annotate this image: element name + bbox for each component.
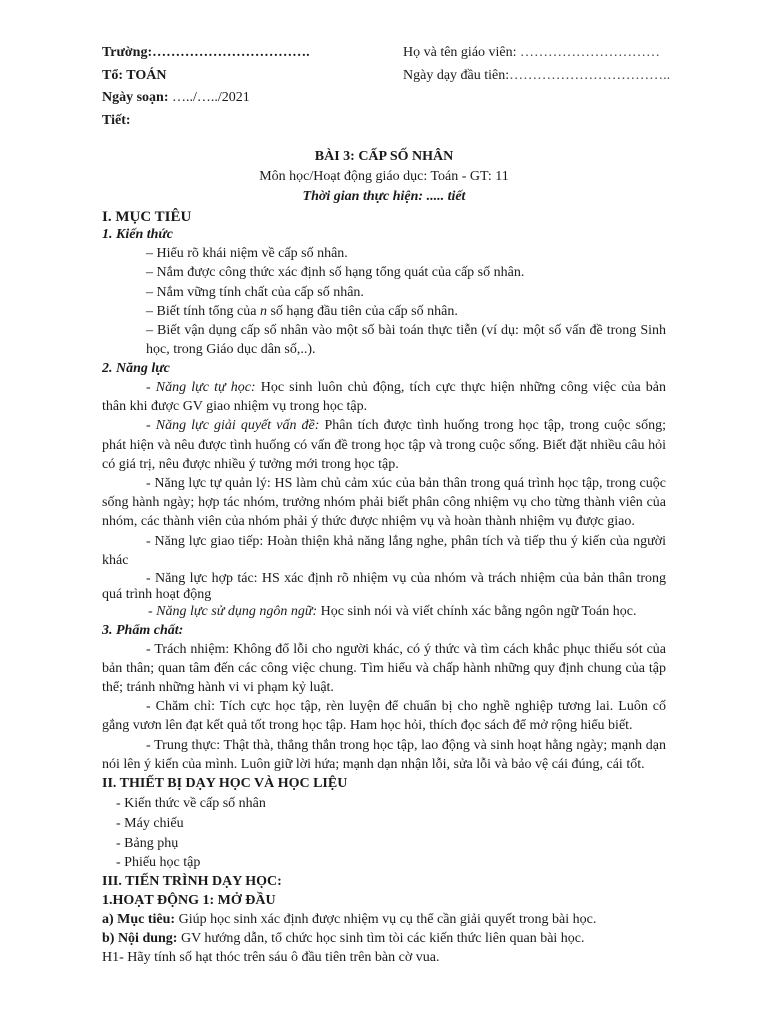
goal-text: Giúp học sinh xác định được nhiệm vụ cụ thể cần giải quyết trong bài học. [175, 912, 597, 927]
knowledge-item-4-b: số hạng đầu tiên của cấp số nhân. [266, 304, 458, 319]
knowledge-item-4-n: n [259, 304, 267, 319]
ability-2-line-3: có giá trị, nêu được nhiều ý tưởng mới trong học tập. [102, 457, 399, 472]
quality-2-line-2: gắng vươn lên đạt kết quả tốt trong học tập. Ham học hỏi, thích đọc sách để mở rộng hiểu biết. [102, 718, 633, 733]
ability-1-line-2: thân khi được GV giao nhiệm vụ trong học tập. [102, 399, 368, 414]
period-label: Tiết: [102, 113, 131, 128]
ability-2-line-2: phát hiện và nêu được tình huống có vấn đề trong học tập và trong cuộc sống. Biết đặt nhiều câu hỏi [102, 438, 666, 453]
school-label: Trường: [102, 45, 153, 60]
ability-2-label: - Năng lực giải quyết vấn đề: [146, 418, 320, 433]
knowledge-item-4-a: – Biết tính tổng của [146, 304, 260, 319]
content-text: GV hướng dẫn, tổ chức học sinh tìm tòi các kiến thức liên quan bài học. [177, 931, 585, 946]
ability-3-line-2: sống hành ngày; hợp tác nhóm, trưởng nhóm phải biết phân công nhiệm vụ cho từng thành viên của [102, 495, 666, 510]
group-label: Tổ: TOÁN [102, 68, 167, 83]
ability-6-text: Học sinh nói và viết chính xác bằng ngôn ngữ Toán học. [317, 604, 637, 619]
knowledge-item-2: – Nắm được công thức xác định số hạng tổng quát của cấp số nhân. [146, 265, 525, 280]
teacher-dots: ………………………… [516, 45, 661, 60]
equipment-item: - Kiến thức về cấp số nhân [116, 796, 266, 811]
goal-label: a) Mục tiêu: [102, 912, 176, 927]
ability-1-line-1 [146, 379, 666, 397]
goal-line [102, 911, 596, 929]
date-taught-line [403, 67, 670, 85]
quality-2-line-1: - Chăm chỉ: Tích cực học tập, rèn luyện để chuẩn bị cho nghề nghiệp tương lai. Luôn cố [146, 699, 666, 714]
ability-5-line-2: quá trình hoạt động [102, 587, 212, 602]
date-taught-label: Ngày dạy đầu tiên: [403, 68, 510, 83]
activity-1-heading: 1.HOẠT ĐỘNG 1: MỞ ĐẦU [102, 893, 276, 908]
section-3-heading: III. TIẾN TRÌNH DẠY HỌC: [102, 874, 282, 889]
ability-2-text: Phân tích được tình huống trong học tập, trong cuộc sống; [319, 418, 666, 433]
quality-3-line-1: - Trung thực: Thật thà, thẳng thắn trong học tập, lao động và sinh hoạt hằng ngày; mạnh dạn [146, 738, 666, 753]
equipment-item: - Bảng phụ [116, 836, 179, 851]
ability-1-text: Học sinh luôn chủ động, tích cực thực hiện những công việc của bản [255, 380, 666, 395]
section-2-heading: II. THIẾT BỊ DẠY HỌC VÀ HỌC LIỆU [102, 776, 348, 791]
teacher-label: Họ và tên giáo viên: [403, 45, 517, 60]
knowledge-item-3: – Nắm vững tính chất của cấp số nhân. [146, 285, 364, 300]
ability-5-line-1: - Năng lực hợp tác: HS xác định rõ nhiệm vụ của nhóm và trách nhiệm của bản thân trong [146, 571, 666, 586]
lesson-title: BÀI 3: CẤP SỐ NHÂN [314, 149, 454, 164]
knowledge-item-1: – Hiểu rõ khái niệm về cấp số nhân. [146, 246, 348, 261]
equipment-item: - Máy chiếu [116, 816, 184, 831]
knowledge-item-4 [146, 303, 458, 321]
knowledge-item-5-line-2: học, trong Giáo dục dân số,..). [146, 342, 316, 357]
teacher-line [403, 44, 660, 62]
ability-heading: 2. Năng lực [102, 361, 170, 376]
quality-3-line-2: nói lên ý kiến của mình. Luôn giữ lời hứa; mạnh dạn nhận lỗi, sửa lỗi và bảo vệ cái đúng, cái tốt. [102, 757, 645, 772]
quality-heading: 3. Phẩm chất: [102, 623, 184, 638]
ability-2-line-1 [146, 417, 666, 435]
ability-4-line-1: - Năng lực giao tiếp: Hoàn thiện khả năng lắng nghe, phân tích và tiếp thu ý kiến của người [146, 534, 666, 549]
date-prepared-value: …../…../2021 [168, 90, 250, 105]
content-label: b) Nội dung: [102, 931, 178, 946]
quality-1-line-2: bản thân; quan tâm đến các công việc chung. Tìm hiểu và chấp hành những quy định chung của tập [102, 661, 666, 676]
ability-1-label: - Năng lực tự học: [146, 380, 256, 395]
subject-line: Môn học/Hoạt động giáo dục: Toán - GT: 11 [259, 169, 509, 184]
ability-6-label: - Năng lực sử dụng ngôn ngữ: [148, 604, 318, 619]
question-h1: H1- Hãy tính số hạt thóc trên sáu ô đầu tiên trên bàn cờ vua. [102, 950, 440, 965]
school-line [102, 44, 310, 62]
date-prepared-label: Ngày soạn: [102, 90, 169, 105]
date-taught-dots: …………………………….. [509, 68, 671, 83]
knowledge-heading: 1. Kiến thức [102, 227, 174, 242]
duration-line: Thời gian thực hiện: ..... tiết [302, 189, 466, 204]
ability-3-line-3: nhóm, các thành viên của nhóm phải ý thức được nhiệm vụ và hoàn thành nhiệm vụ được giao. [102, 514, 635, 529]
content-line [102, 930, 585, 948]
section-1-heading: I. MỤC TIÊU [102, 209, 192, 225]
ability-3-line-1: - Năng lực tự quản lý: HS làm chủ cảm xúc của bản thân trong quá trình học tập, trong cuộc [146, 476, 666, 491]
ability-4-line-2: khác [102, 553, 129, 568]
equipment-item: - Phiếu học tập [116, 855, 201, 870]
date-prepared-line [102, 89, 250, 107]
ability-6-line [148, 603, 636, 621]
quality-1-line-3: thể; tránh những hành vi vi phạm kỷ luật. [102, 680, 334, 695]
school-dots: ……………………………. [152, 45, 310, 60]
quality-1-line-1: - Trách nhiệm: Không đổ lỗi cho người khác, có ý thức và tìm cách khắc phục thiếu sót của [146, 642, 666, 657]
knowledge-item-5-line-1: – Biết vận dụng cấp số nhân vào một số bài toán thực tiễn (ví dụ: một số vấn đề trong Sinh [146, 323, 666, 338]
